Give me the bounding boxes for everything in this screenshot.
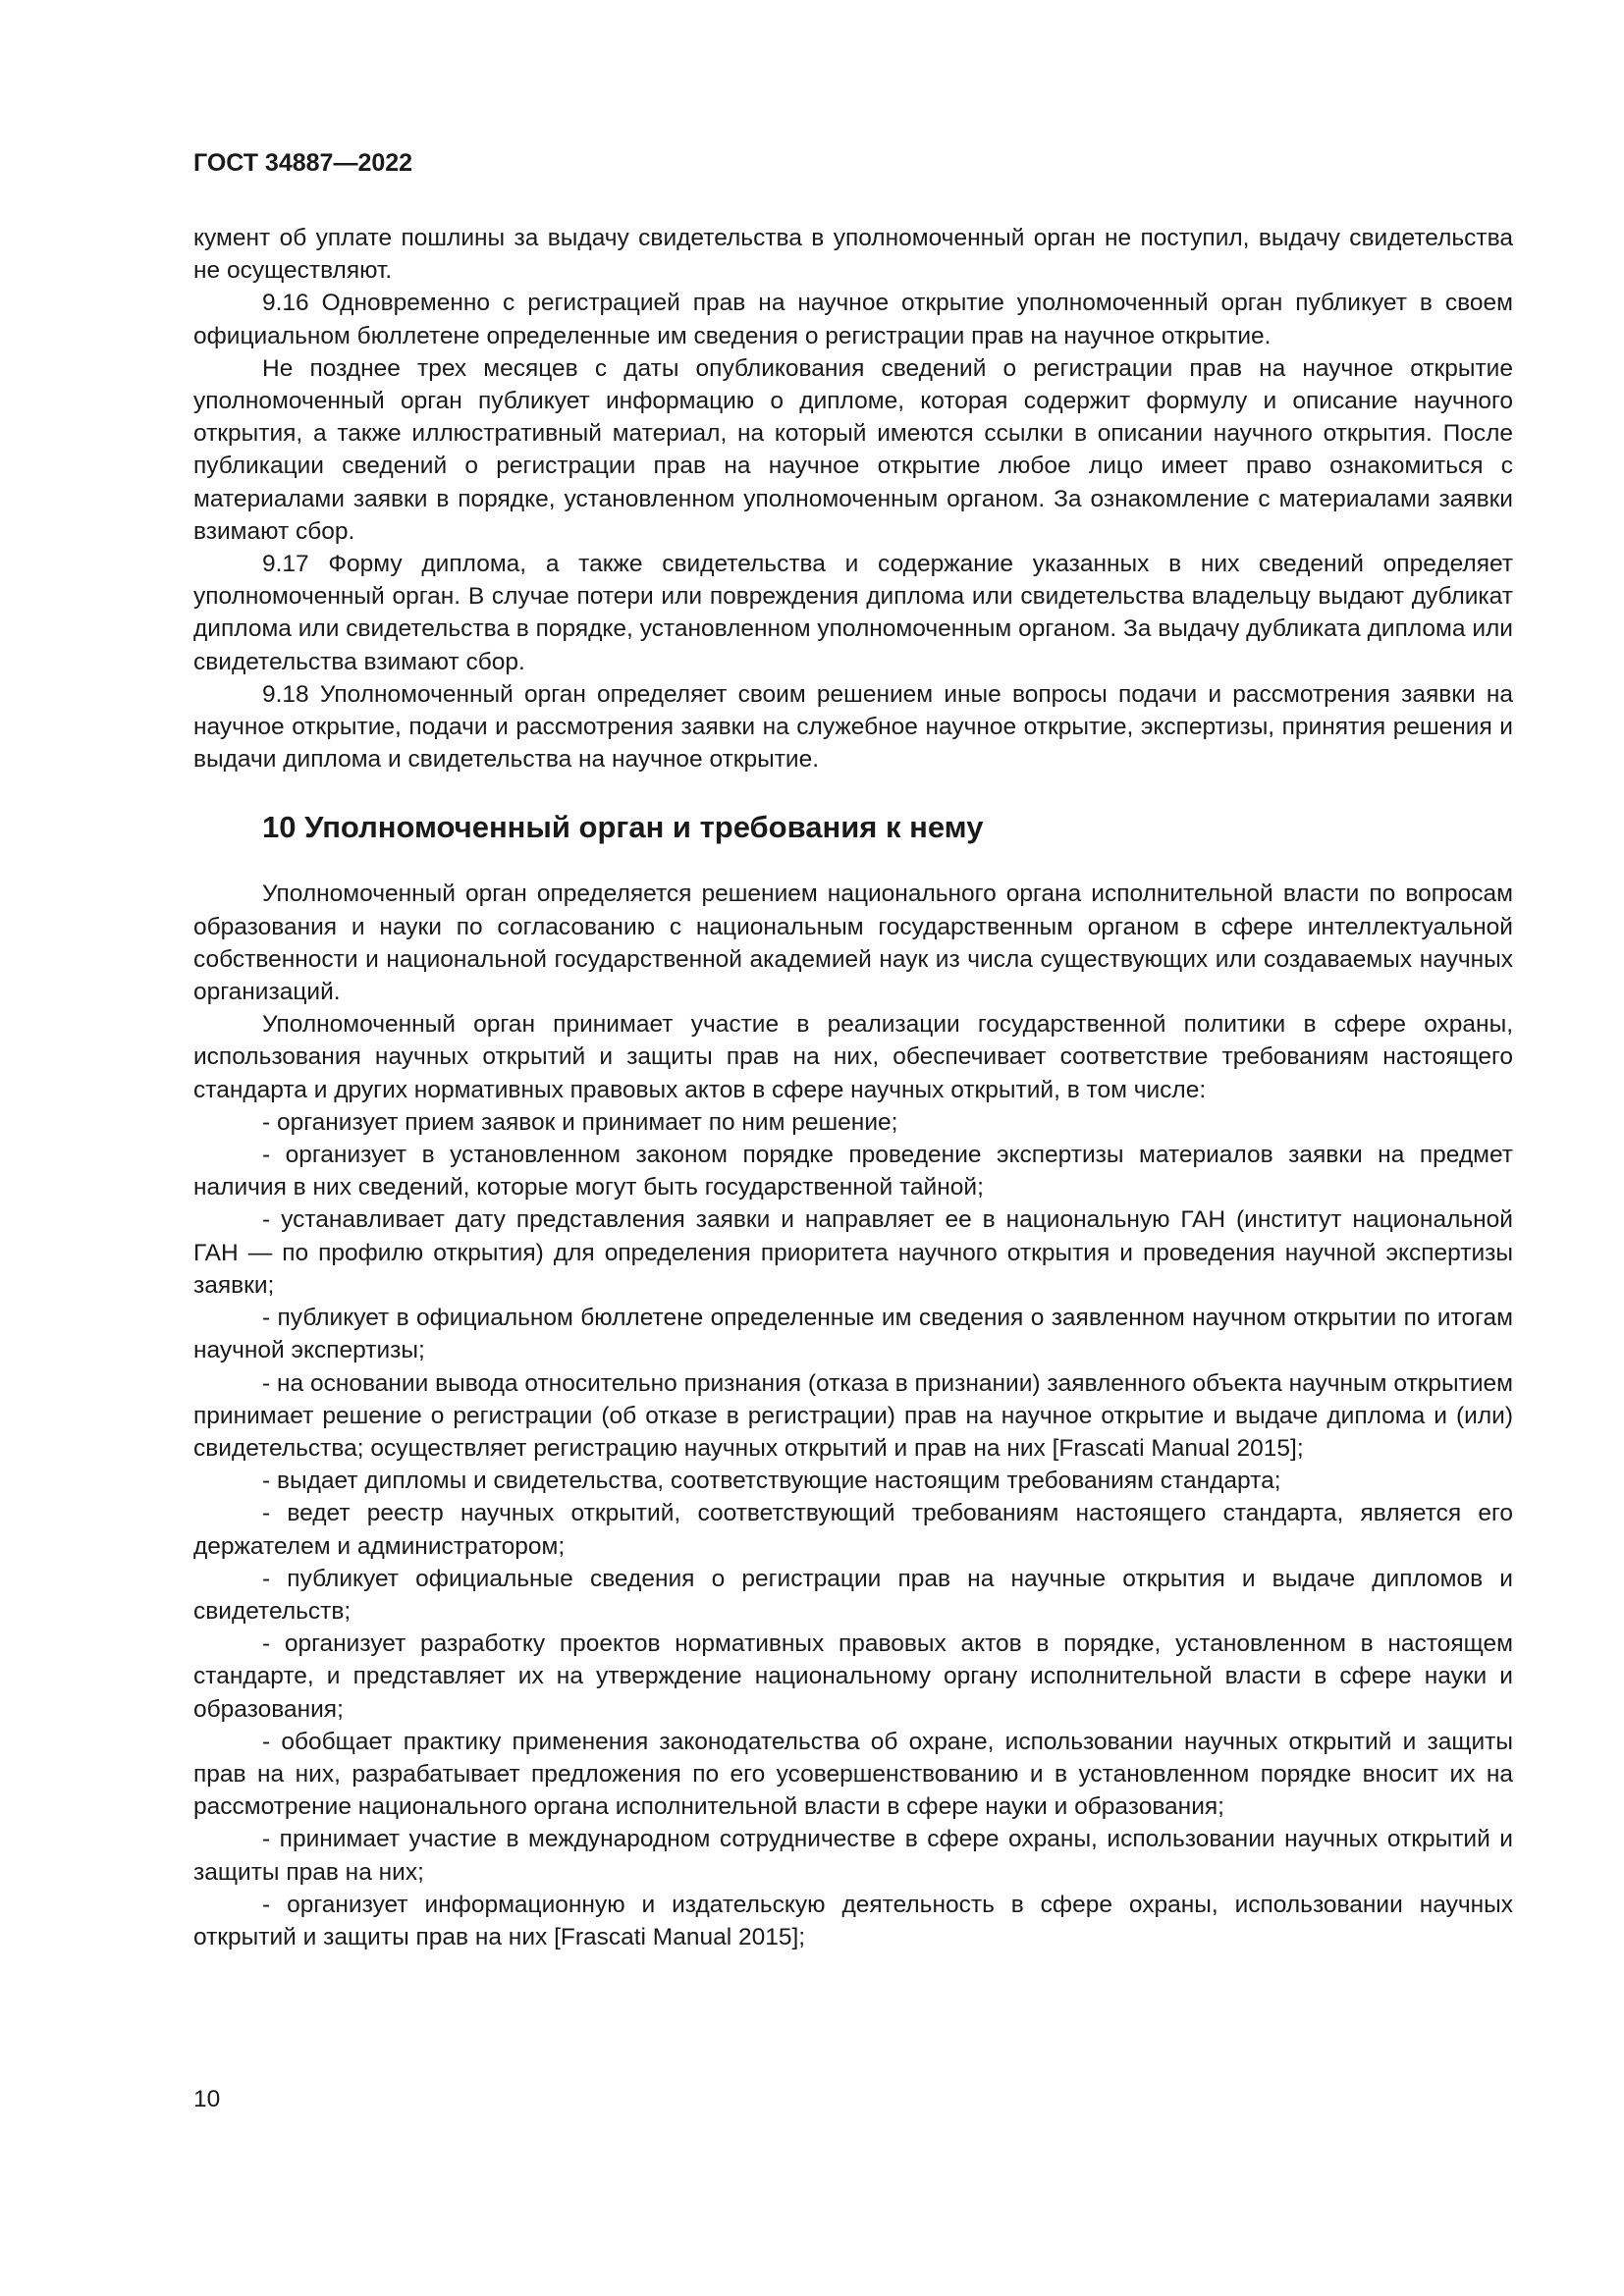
list-item: - публикует официальные сведения о регистрации прав на научные открытия и выдаче дипломов и свидетельств; — [193, 1565, 1513, 1625]
list-item: - на основании вывода относительно признания (отказа в признании) заявленного объекта научным открытием принимает решение о регистрации (об отказе в регистрации) прав на научное открытие и выдаче диплома и (или) свидетельства; осуществляет регистрацию научных открытий и прав на них [Frascati Manual 2015]; — [193, 1369, 1513, 1462]
document-code-header: ГОСТ 34887—2022 — [193, 149, 413, 177]
paragraph: кумент об уплате пошлины за выдачу свидетельства в уполномоченный орган не поступил, выдачу свидетельства не осуществляют. — [193, 225, 1513, 285]
document-body — [193, 222, 1513, 1953]
paragraph: Уполномоченный орган определяется решением национального органа исполнительной власти по вопросам образования и науки по согласованию с национальным государственным органом в сфере интеллектуальной собственности и национальной государственной академией наук из числа существующих или создаваемых научных организаций. — [193, 881, 1513, 1006]
list-item: - выдает дипломы и свидетельства, соответствующие настоящим требованиям стандарта; — [262, 1468, 1281, 1495]
list-item: - организует разработку проектов нормативных правовых актов в порядке, установленном в настоящем стандарте, и представляет их на утверждение национальному органу исполнительной власти в сфере науки и образования; — [193, 1630, 1513, 1723]
list-item: - организует в установленном законом порядке проведение экспертизы материалов заявки на предмет наличия в них сведений, которые могут быть государственной тайной; — [193, 1142, 1513, 1201]
paragraph: 9.17 Форму диплома, а также свидетельства и содержание указанных в них сведений определяет уполномоченный орган. В случае потери или повреждения диплома или свидетельства владельцу выдают дубликат диплома или свидетельства в порядке, установленном уполномоченным органом. За выдачу дубликата диплома или свидетельства взимают сбор. — [193, 551, 1513, 675]
list-item: - ведет реестр научных открытий, соответствующий требованиям настоящего стандарта, является его держателем и администратором; — [193, 1500, 1513, 1560]
list-item: - обобщает практику применения законодательства об охране, использовании научных открытий и защиты прав на них, разрабатывает предложения по его усовершенствованию и в установленном порядке вносит их на рассмотрение национального органа исполнительной власти в сфере науки и образования; — [193, 1728, 1513, 1821]
section-heading: 10 Уполномоченный орган и требования к нему — [262, 810, 984, 845]
paragraph: 9.16 Одновременно с регистрацией прав на научное открытие уполномоченный орган публикует в своем официальном бюллетене определенные им сведения о регистрации прав на научное открытие. — [193, 290, 1513, 349]
paragraph: Уполномоченный орган принимает участие в реализации государственной политики в сфере охраны, использования научных открытий и защиты прав на них, обеспечивает соответствие требованиям настоящего стандарта и других нормативных правовых актов в сфере научных открытий, в том числе: — [193, 1011, 1513, 1103]
page-number: 10 — [193, 2086, 221, 2112]
paragraph: 9.18 Уполномоченный орган определяет своим решением иные вопросы подачи и рассмотрения заявки на научное открытие, подачи и рассмотрения заявки на служебное научное открытие, экспертизы, принятия решения и выдачи диплома и свидетельства на научное открытие. — [193, 680, 1513, 774]
list-item: - принимает участие в международном сотрудничестве в сфере охраны, использовании научных открытий и защиты прав на них; — [193, 1826, 1513, 1886]
list-item: - организует информационную и издательскую деятельность в сфере охраны, использовании научных открытий и защиты прав на них [Frascati Manual 2015]; — [193, 1891, 1513, 1950]
list-item: - устанавливает дату представления заявки и направляет ее в национальную ГАН (институт национальной ГАН — по профилю открытия) для определения приоритета научного открытия и проведения научной экспертизы заявки; — [193, 1206, 1513, 1299]
paragraph: Не позднее трех месяцев с даты опубликования сведений о регистрации прав на научное открытие уполномоченный орган публикует информацию о дипломе, которая содержит формулу и описание научного открытия, а также иллюстративный материал, на который имеются ссылки в описании научного открытия. После публикации сведений о регистрации прав на научное открытие любое лицо имеет право ознакомиться с материалами заявки в порядке, установленном уполномоченным органом. За ознакомление с материалами заявки взимают сбор. — [193, 354, 1513, 545]
list-item: - публикует в официальном бюллетене определенные им сведения о заявленном научном открытии по итогам научной экспертизы; — [193, 1305, 1513, 1364]
list-item: - организует прием заявок и принимает по ним решение; — [262, 1108, 898, 1136]
